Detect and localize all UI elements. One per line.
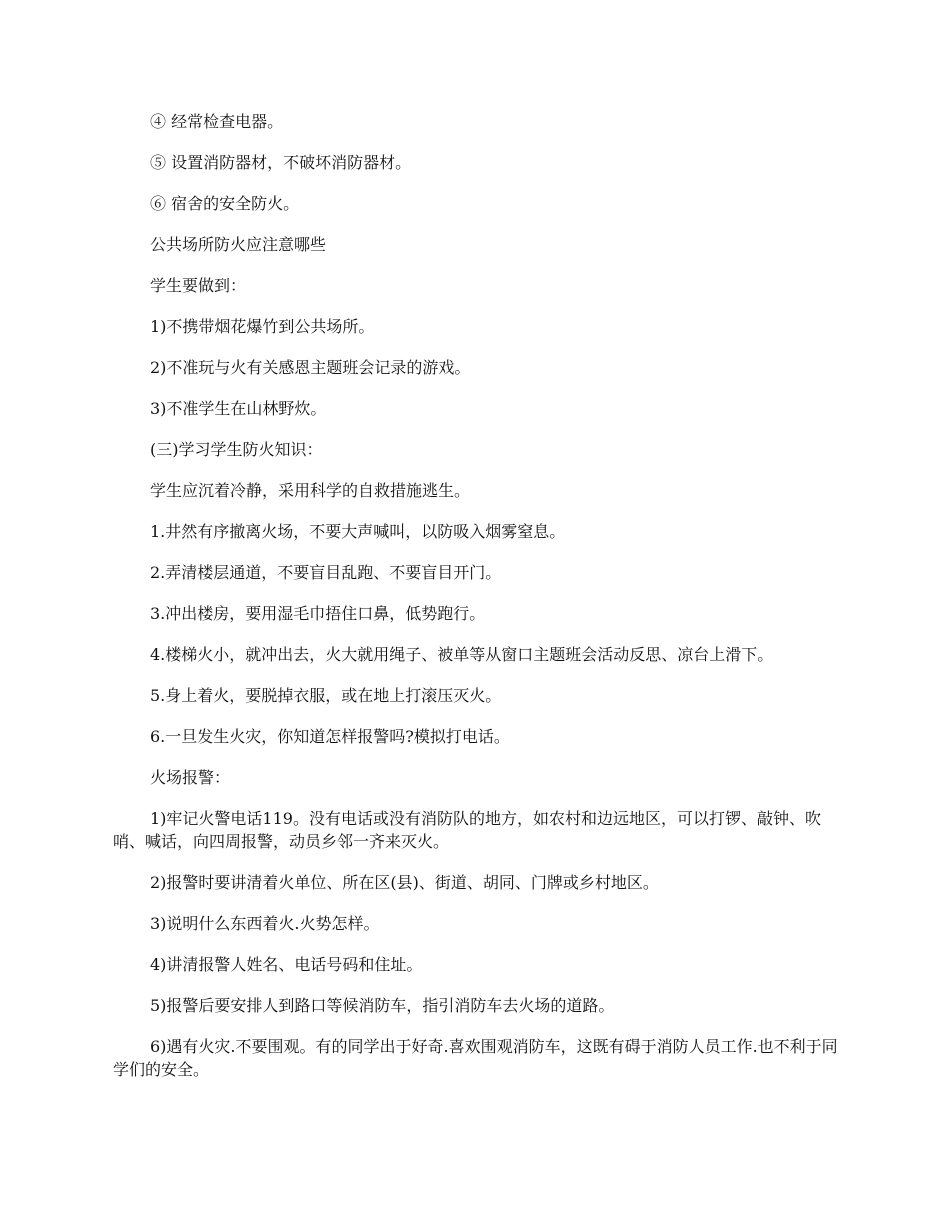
section-heading: (三)学习学生防火知识： <box>150 440 323 459</box>
list-item: 3)说明什么东西着火.火势怎样。 <box>150 914 380 933</box>
list-item: 2)报警时要讲清着火单位、所在区(县)、街道、胡同、门牌或乡村地区。 <box>150 873 659 892</box>
list-item: 2)不准玩与火有关感恩主题班会记录的游戏。 <box>150 358 471 377</box>
list-item: 1)不携带烟花爆竹到公共场所。 <box>150 317 375 336</box>
list-item: 4)讲清报警人姓名、电话号码和住址。 <box>150 955 423 974</box>
document-page <box>113 110 840 1099</box>
list-item: 1)牢记火警电话119。没有电话或没有消防队的地方，如农村和边远地区，可以打锣、敲钟、吹哨、喊话，向四周报警，动员乡邻一齐来灭火。 <box>113 809 821 851</box>
section-heading: 公共场所防火应注意哪些 <box>150 235 327 254</box>
list-item: 6.一旦发生火灾，你知道怎样报警吗?模拟打电话。 <box>150 727 510 746</box>
list-item: 4.楼梯火小，就冲出去，火大就用绳子、被单等从窗口主题班会活动反思、凉台上滑下。 <box>150 645 774 664</box>
paragraph: 学生要做到： <box>150 276 247 295</box>
paragraph: ④ 经常检查电器。 <box>150 112 284 131</box>
list-item: 3.冲出楼房，要用湿毛巾捂住口鼻，低势跑行。 <box>150 604 486 623</box>
paragraph: ⑥ 宿舍的安全防火。 <box>150 194 300 213</box>
list-item: 6)遇有火灾.不要围观。有的同学出于好奇.喜欢围观消防车，这既有碍于消防人员工作.也不利于同学们的安全。 <box>113 1037 838 1079</box>
section-heading: 火场报警： <box>150 768 231 787</box>
list-item: 5)报警后要安排人到路口等候消防车，指引消防车去火场的道路。 <box>150 996 615 1015</box>
list-item: 5.身上着火，要脱掉衣服，或在地上打滚压灭火。 <box>150 686 502 705</box>
list-item: 2.弄清楼层通道，不要盲目乱跑、不要盲目开门。 <box>150 563 502 582</box>
paragraph: 学生应沉着冷静，采用科学的自救措施逃生。 <box>150 481 471 500</box>
list-item: 1.井然有序撤离火场，不要大声喊叫，以防吸入烟雾窒息。 <box>150 522 566 541</box>
list-item: 3)不准学生在山林野炊。 <box>150 399 327 418</box>
paragraph: ⑤ 设置消防器材，不破坏消防器材。 <box>150 153 412 172</box>
